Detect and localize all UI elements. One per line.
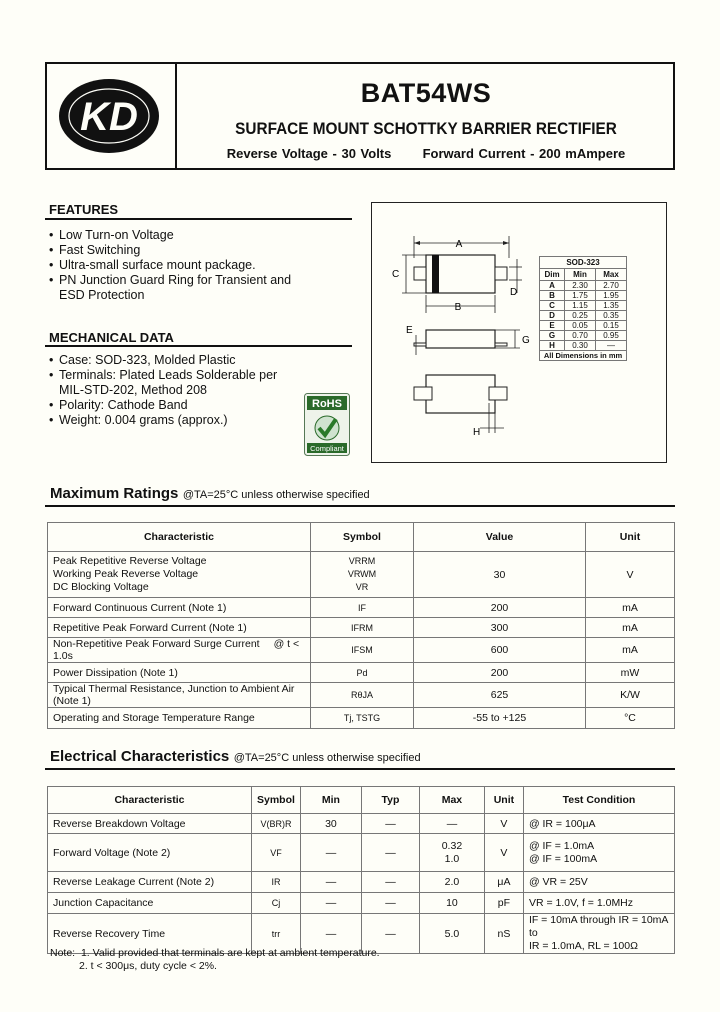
list-item: • Ultra-small surface mount package. [49, 258, 256, 272]
list-item: • Fast Switching [49, 243, 141, 257]
notes [50, 947, 380, 973]
table-row: C 1.15 1.35 [540, 301, 627, 311]
list-item: • Weight: 0.004 grams (approx.) [49, 413, 228, 427]
dim-header: Min [565, 269, 596, 281]
features-title: FEATURES [49, 202, 119, 217]
table-row: Forward Voltage (Note 2) VF — — 0.32 1.0 V @ IF = 1.0mA @ IF = 100mA [48, 834, 675, 872]
table-row: Reverse Recovery Time trr — — 5.0 nS IF = 10mA through IR = 10mA to IR = 1.0mA, RL = 100Ω [48, 914, 675, 954]
dim-label-h: H [473, 427, 481, 438]
list-item: MIL-STD-202, Method 208 [59, 383, 207, 397]
rohs-badge [304, 393, 350, 456]
table-row: Operating and Storage Temperature Range Tj, TSTG -55 to +125 °C [48, 708, 675, 729]
features-rule [45, 218, 352, 220]
col-header: Symbol [252, 787, 301, 814]
table-row: Reverse Breakdown Voltage V(BR)R 30 — — V @ IR = 100μA [48, 814, 675, 834]
dim-table-title: SOD-323 [540, 257, 627, 269]
kd-logo [47, 64, 173, 168]
dim-label-g: G [522, 335, 530, 346]
forward-current-spec: Forward Current - 200 mAmpere [422, 146, 626, 161]
max-ratings-heading [50, 485, 370, 503]
table-row: B 1.75 1.95 [540, 291, 627, 301]
device-subtitle: SURFACE MOUNT SCHOTTKY BARRIER RECTIFIER [235, 120, 617, 138]
table-row: D 0.25 0.35 [540, 311, 627, 321]
max-ratings-title: Maximum Ratings [50, 485, 179, 502]
dim-label-d: D [510, 287, 518, 298]
dim-header: Dim [540, 269, 565, 281]
dimension-table [539, 256, 627, 361]
col-header: Value [414, 523, 586, 552]
col-header: Symbol [311, 523, 414, 552]
elec-heading [50, 748, 421, 766]
list-item: ESD Protection [59, 288, 145, 302]
reverse-voltage-spec: Reverse Voltage - 30 Volts [226, 146, 392, 161]
note-item: 2. t < 300μs, duty cycle < 2%. [79, 960, 217, 972]
header-box [45, 62, 675, 170]
elec-title: Electrical Characteristics [50, 748, 230, 765]
max-ratings-table [47, 522, 675, 729]
table-row: Peak Repetitive Reverse Voltage Working Peak Reverse Voltage DC Blocking Voltage VRRM VRWM VR 30 V [48, 552, 675, 598]
notes-label: Note: [50, 947, 76, 959]
table-row: A 2.30 2.70 [540, 281, 627, 291]
list-item: • Terminals: Plated Leads Solderable per [49, 368, 278, 382]
col-header: Characteristic [48, 523, 311, 552]
table-row: H 0.30 — [540, 341, 627, 351]
spec-line [179, 146, 673, 161]
logo-text: KD [80, 95, 138, 139]
dim-table-footer: All Dimensions in mm [540, 351, 627, 361]
mechanical-rule [45, 345, 352, 347]
table-row: Non-Repetitive Peak Forward Surge Current @ t < 1.0s IFSM 600 mA [48, 638, 675, 663]
col-header: Unit [586, 523, 675, 552]
mechanical-title: MECHANICAL DATA [49, 330, 174, 345]
dim-header: Max [596, 269, 627, 281]
table-row: Reverse Leakage Current (Note 2) IR — — 2.0 μA @ VR = 25V [48, 872, 675, 893]
table-row: Power Dissipation (Note 1) Pd 200 mW [48, 663, 675, 683]
col-header: Max [419, 787, 484, 814]
max-ratings-condition: @TA=25°C unless otherwise specified [182, 489, 370, 501]
list-item: • Polarity: Cathode Band [49, 398, 188, 412]
package-diagram [371, 202, 667, 463]
elec-condition: @TA=25°C unless otherwise specified [233, 752, 421, 764]
dim-label-e: E [406, 325, 413, 336]
list-item: • Low Turn-on Voltage [49, 228, 174, 242]
elec-rule [45, 768, 675, 770]
max-ratings-rule [45, 505, 675, 507]
col-header: Unit [484, 787, 523, 814]
note-item: 1. Valid provided that terminals are kept at ambient temperature. [80, 947, 380, 959]
table-row: Repetitive Peak Forward Current (Note 1) IFRM 300 mA [48, 618, 675, 638]
elec-table [47, 786, 675, 954]
table-row: Forward Continuous Current (Note 1) IF 200 mA [48, 598, 675, 618]
mechanical-list [49, 353, 277, 428]
col-header: Min [300, 787, 361, 814]
table-row: G 0.70 0.95 [540, 331, 627, 341]
features-list [49, 228, 291, 303]
col-header: Typ [361, 787, 419, 814]
part-number: BAT54WS [360, 78, 492, 108]
logo-cell [47, 64, 177, 168]
col-header: Characteristic [48, 787, 252, 814]
cathode-band [432, 255, 439, 293]
list-item: • PN Junction Guard Ring for Transient and [49, 273, 292, 287]
table-row: Typical Thermal Resistance, Junction to Ambient Air (Note 1) RθJA 625 K/W [48, 683, 675, 708]
rohs-sub: Compliant [310, 444, 344, 453]
col-header: Test Condition [523, 787, 674, 814]
list-item: • Case: SOD-323, Molded Plastic [49, 353, 236, 367]
rohs-label: RoHS [312, 398, 342, 410]
table-row: E 0.05 0.15 [540, 321, 627, 331]
table-row: Junction Capacitance Cj — — 10 pF VR = 1.0V, f = 1.0MHz [48, 893, 675, 914]
dim-label-a: A [455, 239, 463, 250]
dim-label-c: C [392, 269, 400, 280]
dim-label-b: B [454, 302, 462, 313]
